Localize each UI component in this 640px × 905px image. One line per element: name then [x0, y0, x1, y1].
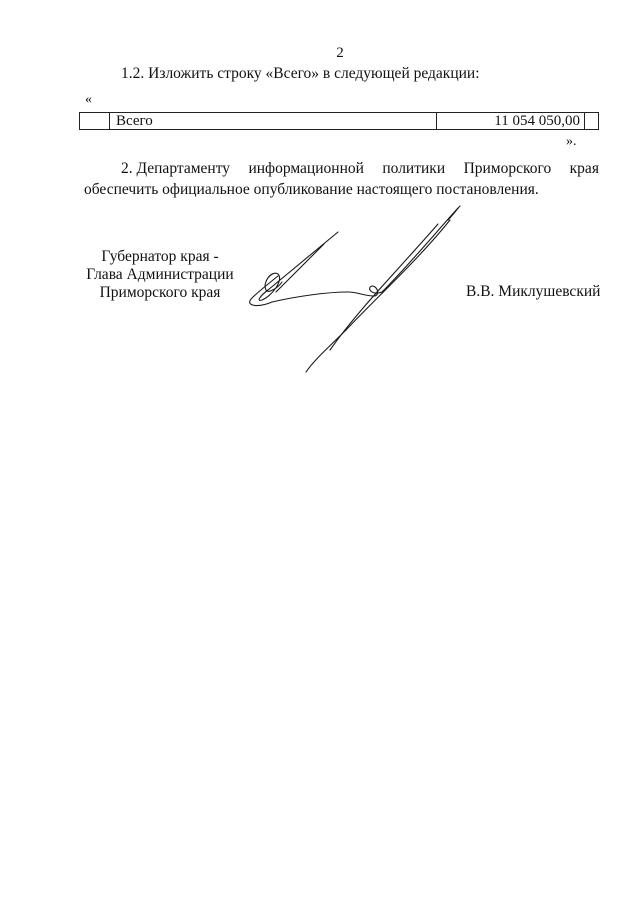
paragraph-word: края	[569, 160, 599, 177]
handwritten-signature	[238, 200, 478, 380]
closing-quote-mark: ».	[566, 134, 577, 149]
paragraph-word: информационной	[248, 160, 364, 177]
table-cell-empty	[80, 113, 110, 129]
paragraph-word: 2. Департаменту	[121, 160, 231, 177]
signatory-name: В.В. Миклушевский	[466, 283, 601, 300]
signatory-title-line: Приморского края	[99, 284, 221, 301]
paragraph-word: политики	[382, 160, 446, 177]
table-cell-total-value: 11 054 050,00	[438, 113, 585, 129]
signatory-title-line: Глава Администрации	[86, 266, 234, 283]
signatory-title	[84, 248, 236, 302]
paragraph-line-2: обеспечить официальное опубликование настоящего постановления.	[84, 181, 539, 198]
paragraph-line-1	[121, 160, 599, 178]
item-heading: 1.2. Изложить строку «Всего» в следующей редакции:	[121, 65, 480, 82]
paragraph-word: Приморского	[463, 160, 552, 177]
table-cell-total-label: Всего	[110, 113, 437, 129]
amendment-table	[79, 112, 599, 130]
opening-quote-mark: «	[85, 92, 92, 107]
table-cell-tail	[586, 113, 599, 129]
signatory-title-line: Губернатор края -	[101, 248, 219, 265]
page-number: 2	[336, 45, 344, 61]
